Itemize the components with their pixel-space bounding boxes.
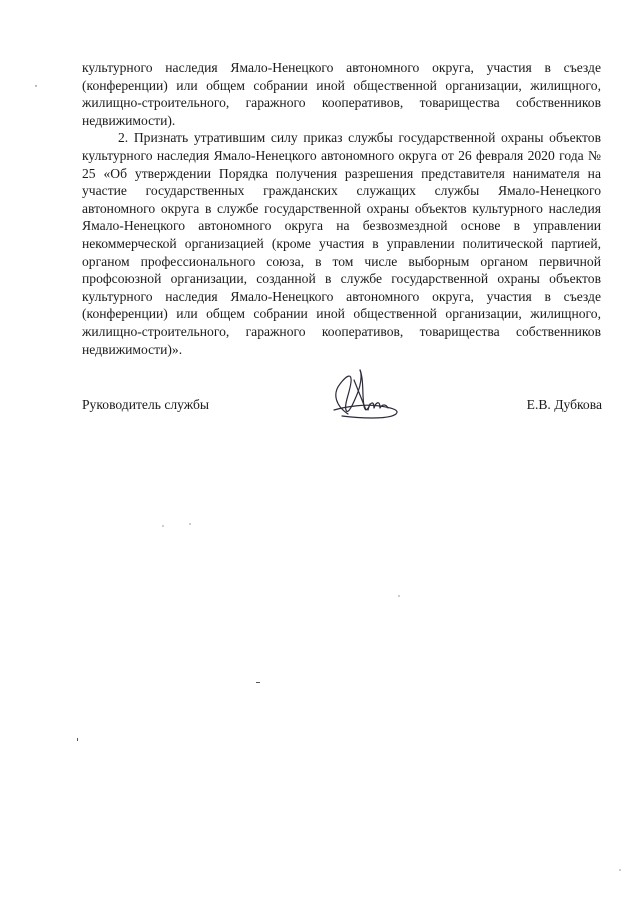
document-body [82,59,601,358]
signature-row [82,396,602,418]
signer-name: Е.В. Дубкова [526,397,602,412]
paragraph-item-2: 2. Признать утратившим силу приказ службы государственной охраны объектов культурного наследия Ямало-Ненецкого автономного округа от 26 февраля 2020 года № 25 «Об утверждении Порядка получения разрешения представителя нанимателя на участие государственных гражданских служащих службы Ямало-Ненецкого автономного округа в службе государственной охраны объектов культурного наследия Ямало-Ненецкого автономного округа на безвозмездной основе в управлении некоммерческой организацией (кроме участия в управлении политической партией, органом профессионального союза, в том числе выборным органом первичной профсоюзной организации, созданной в службе государственной охраны объектов культурного наследия Ямало-Ненецкого автономного округа, участия в съезде (конференции) или общем собрании иной общественной организации, жилищного, жилищно-строительного, гаражного кооперативов, товарищества собственников недвижимости)». [82,130,601,357]
paragraph-continuation: культурного наследия Ямало-Ненецкого автономного округа, участия в съезде (конференции) или общем собрании иной общественной организации, жилищного, жилищно-строительного, гаражного кооперативов, товарищества собственников недвижимости). [82,60,601,128]
signer-position: Руководитель службы [82,397,210,412]
